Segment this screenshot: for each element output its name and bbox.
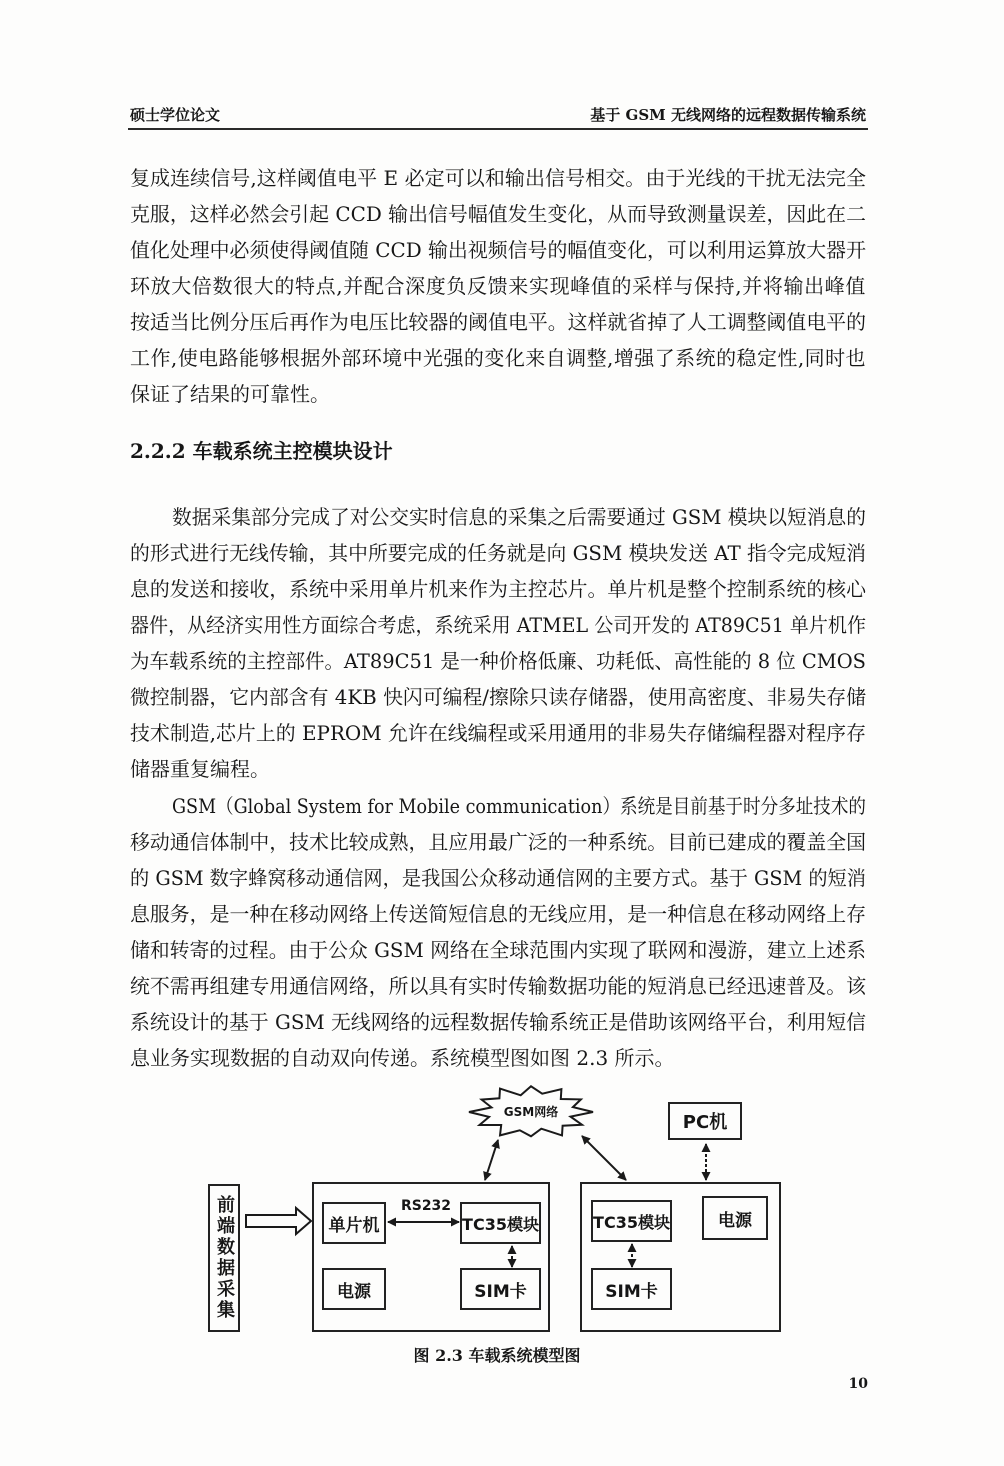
tc35-label-right: TC35模块 — [593, 1212, 670, 1232]
sim-card-box-left — [460, 1268, 541, 1310]
page-number: 10 — [848, 1376, 868, 1392]
figure-caption: 图 2.3 车载系统模型图 — [413, 1346, 581, 1365]
text-line: 为车载系统的主控部件。AT89C51 是一种价格低廉、功耗低、高性能的 8 位 CMOS — [130, 649, 866, 673]
paragraph-2 — [130, 499, 866, 787]
text-line: 储和转寄的过程。由于公众 GSM 网络在全球范围内实现了联网和漫游，建立上述系 — [130, 938, 866, 962]
pc-label: PC机 — [682, 1112, 728, 1133]
text-line: 数据采集部分完成了对公交实时信息的采集之后需要通过 GSM 模块以短消息的 — [172, 505, 866, 529]
text-line: 按适当比例分压后再作为电压比较器的阈值电平。这样就省掉了人工调整阈值电平的 — [130, 310, 866, 334]
text-line: 复成连续信号,这样阈值电平 E 必定可以和输出信号相交。由于光线的干扰无法完全 — [130, 166, 866, 190]
header-rule — [128, 128, 868, 130]
sim-label-left: SIM卡 — [474, 1281, 527, 1302]
tc35-module-box-right — [591, 1200, 672, 1242]
mcu-label: 单片机 — [328, 1215, 380, 1236]
front-end-input-arrow — [246, 1208, 311, 1234]
sim-label-right: SIM卡 — [605, 1281, 658, 1302]
header-thesis-type: 硕士学位论文 — [130, 106, 221, 124]
header-thesis-title: 基于 GSM 无线网络的远程数据传输系统 — [590, 106, 866, 124]
text-line: 保证了结果的可靠性。 — [130, 382, 330, 406]
gsm-to-base-arrow — [582, 1136, 626, 1180]
front-end-acquisition-box — [208, 1184, 240, 1332]
paragraph-3 — [130, 788, 866, 1076]
sim-card-box-right — [591, 1268, 672, 1310]
power-label-left: 电源 — [337, 1281, 371, 1302]
text-line: GSM（Global System for Mobile communication）系统是目前基于时分多址技术的 — [172, 794, 866, 818]
text-line: 移动通信体制中，技术比较成熟，且应用最广泛的一种系统。目前已建成的覆盖全国 — [130, 830, 866, 854]
pc-box — [668, 1102, 742, 1140]
front-end-label: 前端数据采集 — [214, 1195, 235, 1321]
text-line: 克服，这样必然会引起 CCD 输出信号幅值发生变化，从而导致测量误差，因此在二 — [130, 202, 866, 226]
section-heading: 2.2.2 车载系统主控模块设计 — [130, 439, 393, 463]
text-line: 器件，从经济实用性方面综合考虑，系统采用 ATMEL 公司开发的 AT89C51 单片机作 — [130, 613, 866, 637]
text-line: 技术制造,芯片上的 EPROM 允许在线编程或采用通用的非易失存储编程器对程序存 — [130, 721, 866, 745]
gsm-network-label: GSM网络 — [503, 1105, 559, 1119]
text-line: 的形式进行无线传输，其中所要完成的任务就是向 GSM 模块发送 AT 指令完成短消 — [130, 541, 866, 565]
text-line: 储器重复编程。 — [130, 757, 270, 781]
text-line: 工作,使电路能够根据外部环境中光强的变化来自调整,增强了系统的稳定性,同时也 — [130, 346, 866, 370]
text-line: 息的发送和接收，系统中采用单片机来作为主控芯片。单片机是整个控制系统的核心 — [130, 577, 866, 601]
mcu-box — [322, 1202, 386, 1244]
tc35-label-left: TC35模块 — [462, 1214, 539, 1234]
power-box-left — [322, 1268, 386, 1310]
power-box-right — [702, 1196, 768, 1240]
text-line: 息服务，是一种在移动网络上传送简短信息的无线应用，是一种信息在移动网络上存 — [130, 902, 866, 926]
rs232-label: RS232 — [400, 1198, 452, 1214]
paragraph-1 — [130, 160, 866, 412]
text-line: 值化处理中必须使得阈值随 CCD 输出视频信号的幅值变化，可以利用运算放大器开 — [130, 238, 866, 262]
text-line: 的 GSM 数字蜂窝移动通信网，是我国公众移动通信网的主要方式。基于 GSM 的短消 — [130, 866, 866, 890]
text-line: 息业务实现数据的自动双向传递。系统模型图如图 2.3 所示。 — [130, 1046, 675, 1070]
text-line: 环放大倍数很大的特点,并配合深度负反馈来实现峰值的采样与保持,并将输出峰值 — [130, 274, 866, 298]
text-line: 系统设计的基于 GSM 无线网络的远程数据传输系统正是借助该网络平台，利用短信 — [130, 1010, 866, 1034]
power-label-right: 电源 — [718, 1210, 752, 1231]
text-line: 统不需再组建专用通信网络，所以具有实时传输数据功能的短消息已经迅速普及。该 — [130, 974, 866, 998]
tc35-module-box-left — [460, 1202, 541, 1244]
text-line: 微控制器，它内部含有 4KB 快闪可编程/擦除只读存储器，使用高密度、非易失存储 — [130, 685, 866, 709]
gsm-to-vehicle-arrow — [485, 1140, 498, 1180]
